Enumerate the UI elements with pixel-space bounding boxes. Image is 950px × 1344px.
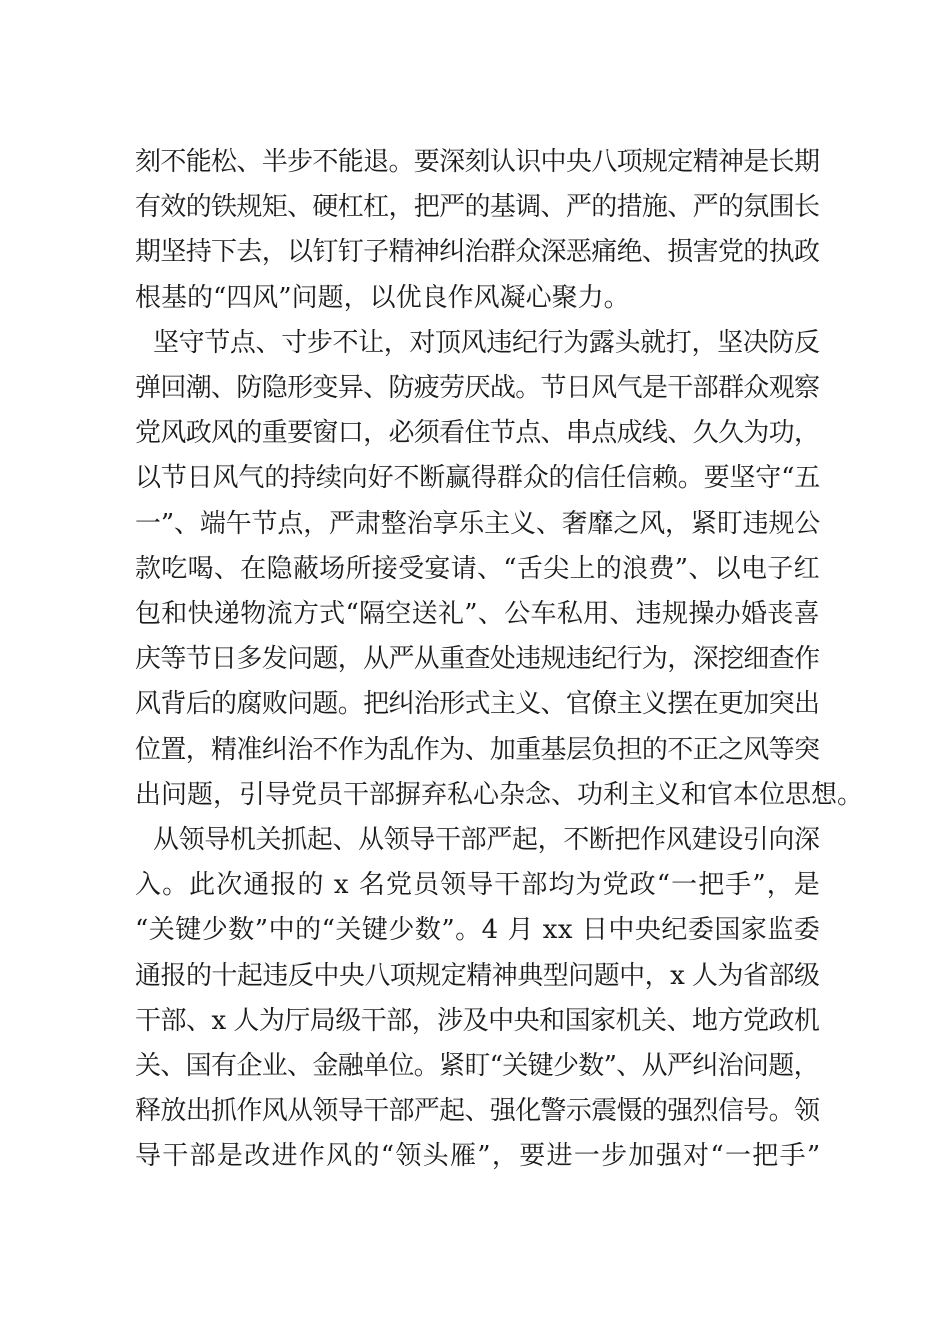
text-line: “关键少数”中的“关键少数”。4 月 xx 日中央纪委国家监委	[135, 915, 821, 946]
text-line: 入。此次通报的 x 名党员领导干部均为党政“一把手”，是	[135, 870, 821, 901]
text-line: 根基的“四风”问题，以优良作风凝心聚力。	[135, 282, 630, 313]
text-line: 一”、端午节点，严肃整治享乐主义、奢靡之风，紧盯违规公	[135, 508, 821, 539]
text-line: 期坚持下去，以钉钉子精神纠治群众深恶痛绝、损害党的执政	[135, 237, 820, 268]
text-line: 导干部是改进作风的“领头雁”，要进一步加强对“一把手”	[135, 1141, 822, 1172]
text-line: 释放出抓作风从领导干部严起、强化警示震慑的强烈信号。领	[135, 1096, 820, 1127]
text-line: 包和快递物流方式“隔空送礼”、公车私用、违规操办婚丧喜	[135, 599, 820, 629]
text-line: 位置，精准纠治不作为乱作为、加重基层负担的不正之风等突	[135, 734, 820, 765]
text-line: 以节日风气的持续向好不断赢得群众的信任信赖。要坚守“五	[135, 463, 821, 494]
text-line: 通报的十起违反中央八项规定精神典型问题中，x 人为省部级	[135, 960, 820, 991]
text-line: 党风政风的重要窗口，必须看住节点、串点成线、久久为功，	[135, 418, 820, 449]
text-line: 干部、x 人为厅局级干部，涉及中央和国家机关、地方党政机	[135, 1005, 820, 1036]
text-line: 关、国有企业、金融单位。紧盯“关键少数”、从严纠治问题，	[135, 1051, 819, 1081]
text-line: 从领导机关抓起、从领导干部严起，不断把作风建设引向深	[153, 825, 820, 855]
text-line: 出问题，引导党员干部摒弃私心杂念、功利主义和官本位思想。	[135, 779, 864, 810]
text-line: 坚守节点、寸步不让，对顶风违纪行为露头就打，坚决防反	[153, 327, 820, 358]
text-line: 庆等节日多发问题，从严从重查处违规违纪行为，深挖细查作	[135, 644, 820, 675]
text-line: 弹回潮、防隐形变异、防疲劳厌战。节日风气是干部群众观察	[135, 373, 820, 403]
text-line: 风背后的腐败问题。把纠治形式主义、官僚主义摆在更加突出	[135, 689, 820, 720]
text-line: 款吃喝、在隐蔽场所接受宴请、“舌尖上的浪费”、以电子红	[135, 553, 820, 584]
text-line: 有效的铁规矩、硬杠杠，把严的基调、严的措施、严的氛围长	[135, 192, 820, 223]
text-line: 刻不能松、半步不能退。要深刻认识中央八项规定精神是长期	[135, 147, 820, 177]
